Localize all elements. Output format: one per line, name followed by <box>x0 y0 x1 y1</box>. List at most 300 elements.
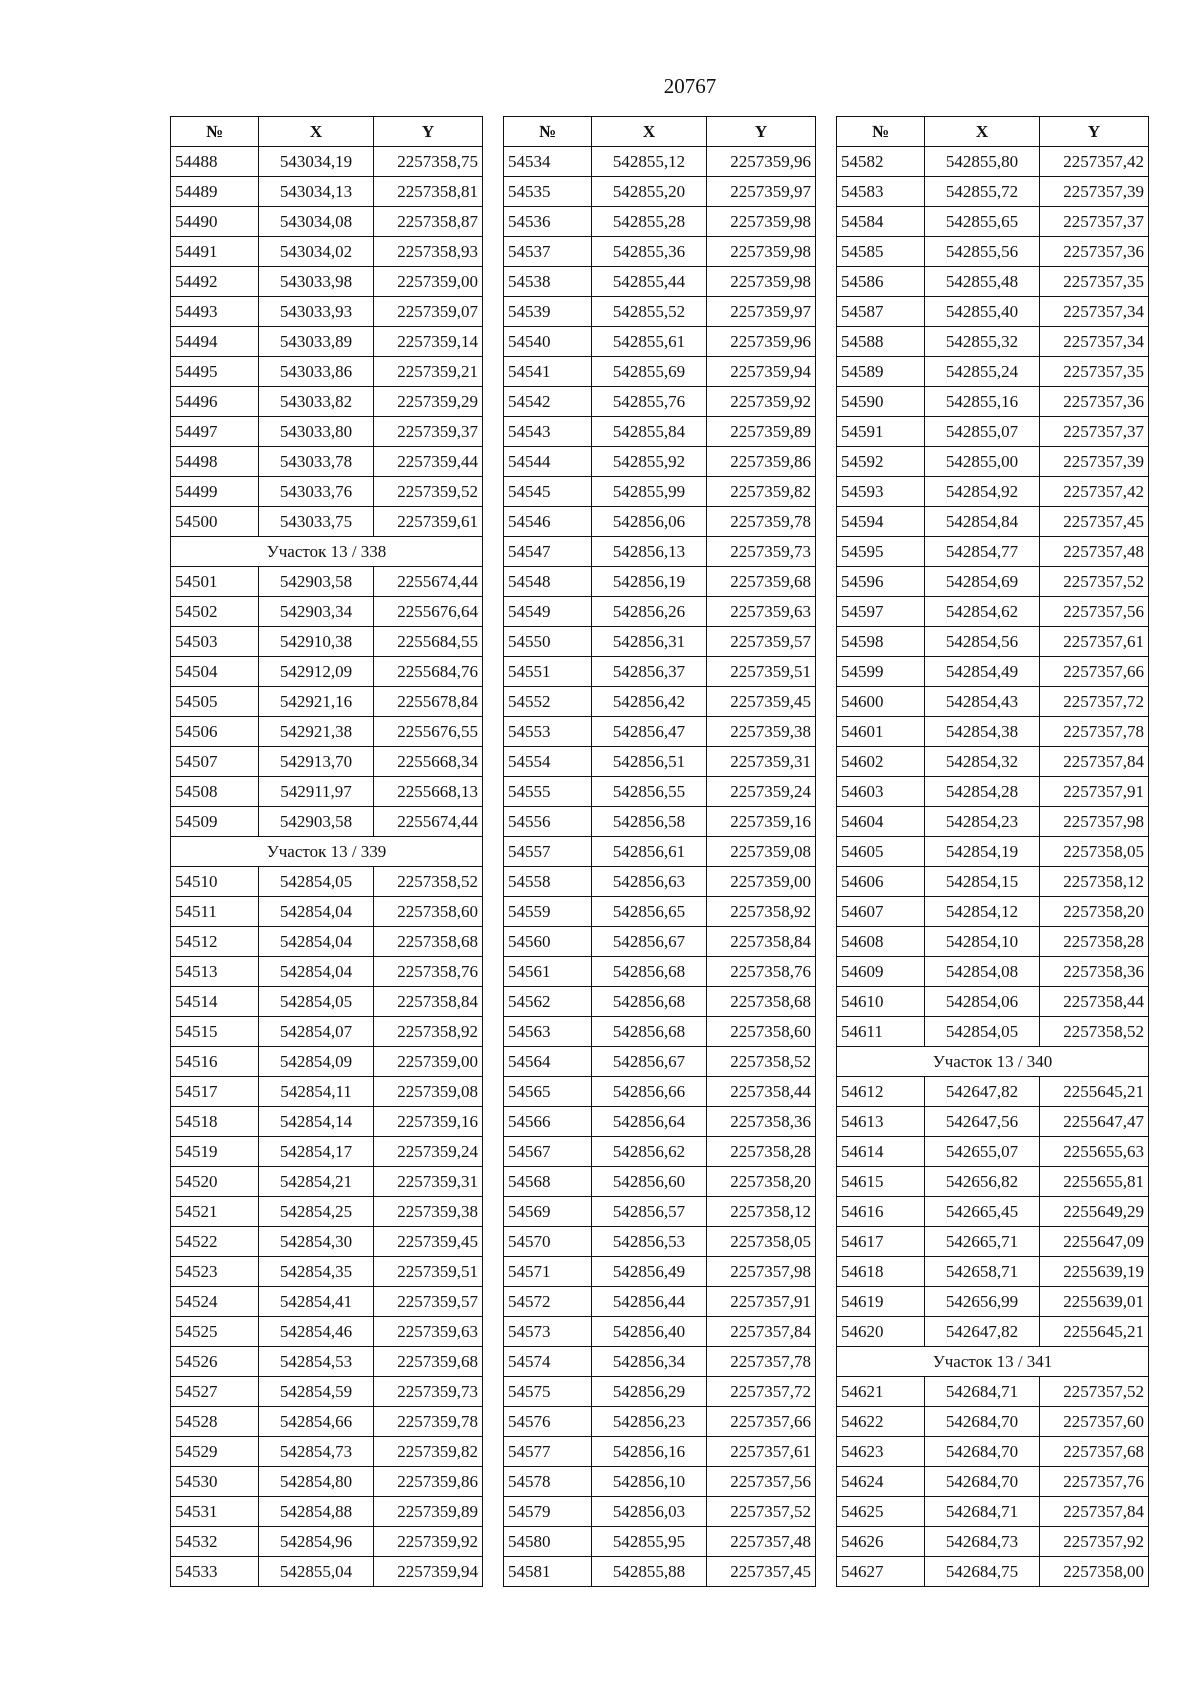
point-number-cell: 54537 <box>504 237 592 267</box>
y-coordinate-cell: 2257358,28 <box>707 1137 816 1167</box>
point-number-cell: 54518 <box>171 1107 259 1137</box>
x-coordinate-cell: 542854,41 <box>259 1287 374 1317</box>
section-title: Участок 13 / 338 <box>171 537 483 567</box>
x-coordinate-cell: 542854,77 <box>925 537 1040 567</box>
x-coordinate-cell: 542854,07 <box>259 1017 374 1047</box>
y-coordinate-cell: 2257357,72 <box>1040 687 1149 717</box>
y-coordinate-cell: 2257359,16 <box>707 807 816 837</box>
y-coordinate-cell: 2257359,51 <box>374 1257 483 1287</box>
x-coordinate-cell: 542856,53 <box>592 1227 707 1257</box>
point-number-cell: 54541 <box>504 357 592 387</box>
point-number-cell: 54535 <box>504 177 592 207</box>
table-row <box>837 747 1149 777</box>
x-coordinate-cell: 542855,76 <box>592 387 707 417</box>
point-number-cell: 54528 <box>171 1407 259 1437</box>
header-number: № <box>504 117 592 147</box>
x-coordinate-cell: 542854,04 <box>259 897 374 927</box>
table-row <box>504 807 816 837</box>
y-coordinate-cell: 2257359,44 <box>374 447 483 477</box>
table-row <box>504 777 816 807</box>
table-row <box>504 1107 816 1137</box>
point-number-cell: 54543 <box>504 417 592 447</box>
table-row <box>837 1377 1149 1407</box>
table-row <box>171 297 483 327</box>
table-row <box>837 327 1149 357</box>
y-coordinate-cell: 2255674,44 <box>374 807 483 837</box>
point-number-cell: 54502 <box>171 597 259 627</box>
y-coordinate-cell: 2257359,31 <box>707 747 816 777</box>
y-coordinate-cell: 2257359,00 <box>374 1047 483 1077</box>
point-number-cell: 54593 <box>837 477 925 507</box>
y-coordinate-cell: 2257359,73 <box>707 537 816 567</box>
y-coordinate-cell: 2257357,34 <box>1040 327 1149 357</box>
y-coordinate-cell: 2257359,08 <box>707 837 816 867</box>
point-number-cell: 54625 <box>837 1497 925 1527</box>
table-row <box>171 1527 483 1557</box>
point-number-cell: 54613 <box>837 1107 925 1137</box>
point-number-cell: 54559 <box>504 897 592 927</box>
table-row <box>504 1167 816 1197</box>
y-coordinate-cell: 2257357,98 <box>1040 807 1149 837</box>
x-coordinate-cell: 542856,68 <box>592 987 707 1017</box>
table-row <box>171 777 483 807</box>
x-coordinate-cell: 542856,57 <box>592 1197 707 1227</box>
x-coordinate-cell: 542684,71 <box>925 1377 1040 1407</box>
y-coordinate-cell: 2257357,72 <box>707 1377 816 1407</box>
table-row <box>504 717 816 747</box>
y-coordinate-cell: 2257358,76 <box>374 957 483 987</box>
y-coordinate-cell: 2255668,34 <box>374 747 483 777</box>
table-row <box>504 1557 816 1587</box>
y-coordinate-cell: 2257359,24 <box>374 1137 483 1167</box>
table-row <box>171 357 483 387</box>
y-coordinate-cell: 2257357,78 <box>707 1347 816 1377</box>
point-number-cell: 54590 <box>837 387 925 417</box>
x-coordinate-cell: 542855,69 <box>592 357 707 387</box>
point-number-cell: 54621 <box>837 1377 925 1407</box>
y-coordinate-cell: 2257359,86 <box>374 1467 483 1497</box>
y-coordinate-cell: 2255647,47 <box>1040 1107 1149 1137</box>
table-row <box>504 417 816 447</box>
y-coordinate-cell: 2257359,51 <box>707 657 816 687</box>
point-number-cell: 54551 <box>504 657 592 687</box>
point-number-cell: 54599 <box>837 657 925 687</box>
y-coordinate-cell: 2257359,63 <box>707 597 816 627</box>
table-row <box>171 1497 483 1527</box>
x-coordinate-cell: 542684,73 <box>925 1527 1040 1557</box>
x-coordinate-cell: 542854,05 <box>925 1017 1040 1047</box>
x-coordinate-cell: 542658,71 <box>925 1257 1040 1287</box>
y-coordinate-cell: 2257359,57 <box>707 627 816 657</box>
table-row <box>171 807 483 837</box>
y-coordinate-cell: 2257357,60 <box>1040 1407 1149 1437</box>
y-coordinate-cell: 2257359,89 <box>374 1497 483 1527</box>
table-row <box>837 267 1149 297</box>
x-coordinate-cell: 542854,14 <box>259 1107 374 1137</box>
y-coordinate-cell: 2257357,76 <box>1040 1467 1149 1497</box>
y-coordinate-cell: 2255668,13 <box>374 777 483 807</box>
y-coordinate-cell: 2257359,97 <box>707 297 816 327</box>
section-title: Участок 13 / 339 <box>171 837 483 867</box>
table-row <box>504 327 816 357</box>
x-coordinate-cell: 542854,53 <box>259 1347 374 1377</box>
section-row <box>171 537 483 567</box>
table-row <box>837 897 1149 927</box>
y-coordinate-cell: 2257357,36 <box>1040 237 1149 267</box>
y-coordinate-cell: 2257359,94 <box>374 1557 483 1587</box>
header-number: № <box>171 117 259 147</box>
point-number-cell: 54604 <box>837 807 925 837</box>
x-coordinate-cell: 542684,70 <box>925 1407 1040 1437</box>
x-coordinate-cell: 542855,24 <box>925 357 1040 387</box>
table-row <box>837 1497 1149 1527</box>
x-coordinate-cell: 542910,38 <box>259 627 374 657</box>
table-row <box>504 867 816 897</box>
point-number-cell: 54490 <box>171 207 259 237</box>
x-coordinate-cell: 543033,80 <box>259 417 374 447</box>
point-number-cell: 54576 <box>504 1407 592 1437</box>
table-row <box>171 237 483 267</box>
y-coordinate-cell: 2255645,21 <box>1040 1077 1149 1107</box>
y-coordinate-cell: 2257357,36 <box>1040 387 1149 417</box>
point-number-cell: 54512 <box>171 927 259 957</box>
table-row <box>837 597 1149 627</box>
x-coordinate-cell: 542856,66 <box>592 1077 707 1107</box>
point-number-cell: 54582 <box>837 147 925 177</box>
y-coordinate-cell: 2257358,05 <box>1040 837 1149 867</box>
page-number: 20767 <box>663 74 717 98</box>
point-number-cell: 54609 <box>837 957 925 987</box>
x-coordinate-cell: 542855,00 <box>925 447 1040 477</box>
header-x: X <box>592 117 707 147</box>
table-row <box>504 1437 816 1467</box>
point-number-cell: 54579 <box>504 1497 592 1527</box>
point-number-cell: 54526 <box>171 1347 259 1377</box>
point-number-cell: 54619 <box>837 1287 925 1317</box>
table-row <box>171 327 483 357</box>
point-number-cell: 54587 <box>837 297 925 327</box>
x-coordinate-cell: 542854,38 <box>925 717 1040 747</box>
y-coordinate-cell: 2255639,19 <box>1040 1257 1149 1287</box>
x-coordinate-cell: 542855,72 <box>925 177 1040 207</box>
y-coordinate-cell: 2257359,92 <box>374 1527 483 1557</box>
point-number-cell: 54556 <box>504 807 592 837</box>
y-coordinate-cell: 2257359,38 <box>374 1197 483 1227</box>
point-number-cell: 54610 <box>837 987 925 1017</box>
y-coordinate-cell: 2257358,84 <box>707 927 816 957</box>
point-number-cell: 54626 <box>837 1527 925 1557</box>
table-row <box>504 687 816 717</box>
x-coordinate-cell: 542854,35 <box>259 1257 374 1287</box>
y-coordinate-cell: 2257359,24 <box>707 777 816 807</box>
table-row <box>171 147 483 177</box>
x-coordinate-cell: 542856,13 <box>592 537 707 567</box>
x-coordinate-cell: 542856,03 <box>592 1497 707 1527</box>
point-number-cell: 54507 <box>171 747 259 777</box>
x-coordinate-cell: 542854,69 <box>925 567 1040 597</box>
y-coordinate-cell: 2257359,63 <box>374 1317 483 1347</box>
table-row <box>171 1557 483 1587</box>
table-row <box>837 957 1149 987</box>
x-coordinate-cell: 542856,37 <box>592 657 707 687</box>
x-coordinate-cell: 542903,58 <box>259 807 374 837</box>
point-number-cell: 54497 <box>171 417 259 447</box>
table-row <box>504 987 816 1017</box>
x-coordinate-cell: 542855,84 <box>592 417 707 447</box>
table-row <box>504 837 816 867</box>
y-coordinate-cell: 2257357,39 <box>1040 447 1149 477</box>
table-row <box>837 657 1149 687</box>
point-number-cell: 54540 <box>504 327 592 357</box>
x-coordinate-cell: 542856,55 <box>592 777 707 807</box>
y-coordinate-cell: 2257359,52 <box>374 477 483 507</box>
y-coordinate-cell: 2257358,44 <box>1040 987 1149 1017</box>
y-coordinate-cell: 2257359,61 <box>374 507 483 537</box>
y-coordinate-cell: 2257359,37 <box>374 417 483 447</box>
x-coordinate-cell: 542854,17 <box>259 1137 374 1167</box>
point-number-cell: 54616 <box>837 1197 925 1227</box>
table-row <box>504 627 816 657</box>
y-coordinate-cell: 2257358,93 <box>374 237 483 267</box>
point-number-cell: 54491 <box>171 237 259 267</box>
x-coordinate-cell: 542854,23 <box>925 807 1040 837</box>
y-coordinate-cell: 2255674,44 <box>374 567 483 597</box>
table-row <box>504 1317 816 1347</box>
point-number-cell: 54565 <box>504 1077 592 1107</box>
point-number-cell: 54503 <box>171 627 259 657</box>
point-number-cell: 54567 <box>504 1137 592 1167</box>
y-coordinate-cell: 2255684,55 <box>374 627 483 657</box>
y-coordinate-cell: 2257358,00 <box>1040 1557 1149 1587</box>
y-coordinate-cell: 2257357,66 <box>1040 657 1149 687</box>
table-row <box>504 297 816 327</box>
y-coordinate-cell: 2257357,78 <box>1040 717 1149 747</box>
y-coordinate-cell: 2257358,60 <box>707 1017 816 1047</box>
y-coordinate-cell: 2257358,75 <box>374 147 483 177</box>
y-coordinate-cell: 2257359,14 <box>374 327 483 357</box>
y-coordinate-cell: 2255655,81 <box>1040 1167 1149 1197</box>
point-number-cell: 54577 <box>504 1437 592 1467</box>
table-row <box>504 1287 816 1317</box>
point-number-cell: 54501 <box>171 567 259 597</box>
y-coordinate-cell: 2257358,84 <box>374 987 483 1017</box>
table-row <box>171 207 483 237</box>
x-coordinate-cell: 542855,04 <box>259 1557 374 1587</box>
x-coordinate-cell: 542854,05 <box>259 987 374 1017</box>
x-coordinate-cell: 542854,73 <box>259 1437 374 1467</box>
point-number-cell: 54561 <box>504 957 592 987</box>
table-row <box>837 927 1149 957</box>
x-coordinate-cell: 542855,07 <box>925 417 1040 447</box>
y-coordinate-cell: 2257359,98 <box>707 237 816 267</box>
y-coordinate-cell: 2257359,38 <box>707 717 816 747</box>
y-coordinate-cell: 2257358,44 <box>707 1077 816 1107</box>
table-row <box>837 537 1149 567</box>
x-coordinate-cell: 542854,30 <box>259 1227 374 1257</box>
x-coordinate-cell: 542855,99 <box>592 477 707 507</box>
y-coordinate-cell: 2255649,29 <box>1040 1197 1149 1227</box>
point-number-cell: 54564 <box>504 1047 592 1077</box>
y-coordinate-cell: 2257359,45 <box>707 687 816 717</box>
table-row <box>837 357 1149 387</box>
point-number-cell: 54545 <box>504 477 592 507</box>
table-row <box>837 1137 1149 1167</box>
x-coordinate-cell: 542854,10 <box>925 927 1040 957</box>
table-row <box>837 687 1149 717</box>
point-number-cell: 54585 <box>837 237 925 267</box>
y-coordinate-cell: 2257359,82 <box>374 1437 483 1467</box>
x-coordinate-cell: 542854,62 <box>925 597 1040 627</box>
point-number-cell: 54516 <box>171 1047 259 1077</box>
y-coordinate-cell: 2257358,20 <box>707 1167 816 1197</box>
y-coordinate-cell: 2257359,07 <box>374 297 483 327</box>
point-number-cell: 54493 <box>171 297 259 327</box>
table-row <box>171 987 483 1017</box>
y-coordinate-cell: 2255684,76 <box>374 657 483 687</box>
header-y: Y <box>1040 117 1149 147</box>
x-coordinate-cell: 542911,97 <box>259 777 374 807</box>
x-coordinate-cell: 542854,66 <box>259 1407 374 1437</box>
y-coordinate-cell: 2257359,98 <box>707 207 816 237</box>
x-coordinate-cell: 542855,20 <box>592 177 707 207</box>
table-row <box>837 147 1149 177</box>
point-number-cell: 54624 <box>837 1467 925 1497</box>
point-number-cell: 54605 <box>837 837 925 867</box>
point-number-cell: 54595 <box>837 537 925 567</box>
table-row <box>504 1497 816 1527</box>
x-coordinate-cell: 542856,68 <box>592 957 707 987</box>
table-row <box>171 747 483 777</box>
x-coordinate-cell: 542856,65 <box>592 897 707 927</box>
x-coordinate-cell: 543033,93 <box>259 297 374 327</box>
x-coordinate-cell: 542856,44 <box>592 1287 707 1317</box>
y-coordinate-cell: 2257359,89 <box>707 417 816 447</box>
section-row <box>837 1047 1149 1077</box>
x-coordinate-cell: 542856,68 <box>592 1017 707 1047</box>
y-coordinate-cell: 2257357,84 <box>1040 747 1149 777</box>
point-number-cell: 54622 <box>837 1407 925 1437</box>
point-number-cell: 54598 <box>837 627 925 657</box>
point-number-cell: 54489 <box>171 177 259 207</box>
table-row <box>504 267 816 297</box>
point-number-cell: 54589 <box>837 357 925 387</box>
point-number-cell: 54531 <box>171 1497 259 1527</box>
coordinate-table-middle <box>503 116 816 1587</box>
point-number-cell: 54578 <box>504 1467 592 1497</box>
table-row <box>837 1017 1149 1047</box>
x-coordinate-cell: 542684,70 <box>925 1467 1040 1497</box>
point-number-cell: 54549 <box>504 597 592 627</box>
y-coordinate-cell: 2257358,36 <box>1040 957 1149 987</box>
table-row <box>171 1257 483 1287</box>
x-coordinate-cell: 542856,29 <box>592 1377 707 1407</box>
table-row <box>171 1167 483 1197</box>
y-coordinate-cell: 2257359,45 <box>374 1227 483 1257</box>
x-coordinate-cell: 542854,56 <box>925 627 1040 657</box>
y-coordinate-cell: 2257359,86 <box>707 447 816 477</box>
point-number-cell: 54618 <box>837 1257 925 1287</box>
x-coordinate-cell: 543034,02 <box>259 237 374 267</box>
x-coordinate-cell: 542856,61 <box>592 837 707 867</box>
y-coordinate-cell: 2257357,52 <box>1040 567 1149 597</box>
x-coordinate-cell: 542856,58 <box>592 807 707 837</box>
x-coordinate-cell: 543033,86 <box>259 357 374 387</box>
y-coordinate-cell: 2257358,20 <box>1040 897 1149 927</box>
y-coordinate-cell: 2257357,48 <box>707 1527 816 1557</box>
y-coordinate-cell: 2257357,68 <box>1040 1437 1149 1467</box>
table-row <box>504 1347 816 1377</box>
x-coordinate-cell: 542855,48 <box>925 267 1040 297</box>
table-row <box>171 1467 483 1497</box>
point-number-cell: 54596 <box>837 567 925 597</box>
point-number-cell: 54530 <box>171 1467 259 1497</box>
point-number-cell: 54554 <box>504 747 592 777</box>
point-number-cell: 54560 <box>504 927 592 957</box>
x-coordinate-cell: 542854,59 <box>259 1377 374 1407</box>
y-coordinate-cell: 2257357,42 <box>1040 477 1149 507</box>
table-row <box>504 1197 816 1227</box>
y-coordinate-cell: 2257357,45 <box>707 1557 816 1587</box>
point-number-cell: 54584 <box>837 207 925 237</box>
x-coordinate-cell: 542856,26 <box>592 597 707 627</box>
table-row <box>504 147 816 177</box>
x-coordinate-cell: 542854,12 <box>925 897 1040 927</box>
point-number-cell: 54505 <box>171 687 259 717</box>
x-coordinate-cell: 542854,11 <box>259 1077 374 1107</box>
y-coordinate-cell: 2257357,39 <box>1040 177 1149 207</box>
y-coordinate-cell: 2257359,78 <box>707 507 816 537</box>
point-number-cell: 54514 <box>171 987 259 1017</box>
table-row <box>171 957 483 987</box>
table-row <box>504 1377 816 1407</box>
point-number-cell: 54517 <box>171 1077 259 1107</box>
y-coordinate-cell: 2257358,12 <box>707 1197 816 1227</box>
point-number-cell: 54547 <box>504 537 592 567</box>
x-coordinate-cell: 542854,21 <box>259 1167 374 1197</box>
y-coordinate-cell: 2257358,36 <box>707 1107 816 1137</box>
table-row <box>171 597 483 627</box>
point-number-cell: 54529 <box>171 1437 259 1467</box>
y-coordinate-cell: 2257357,61 <box>1040 627 1149 657</box>
x-coordinate-cell: 542647,82 <box>925 1077 1040 1107</box>
y-coordinate-cell: 2255645,21 <box>1040 1317 1149 1347</box>
y-coordinate-cell: 2257357,52 <box>1040 1377 1149 1407</box>
x-coordinate-cell: 542854,09 <box>259 1047 374 1077</box>
point-number-cell: 54510 <box>171 867 259 897</box>
table-row <box>837 1287 1149 1317</box>
table-row <box>837 627 1149 657</box>
table-row <box>837 1557 1149 1587</box>
table-row <box>837 1257 1149 1287</box>
table-row <box>171 1437 483 1467</box>
point-number-cell: 54594 <box>837 507 925 537</box>
y-coordinate-cell: 2257357,56 <box>1040 597 1149 627</box>
point-number-cell: 54513 <box>171 957 259 987</box>
table-row <box>171 1137 483 1167</box>
point-number-cell: 54557 <box>504 837 592 867</box>
x-coordinate-cell: 543033,76 <box>259 477 374 507</box>
x-coordinate-cell: 542855,12 <box>592 147 707 177</box>
y-coordinate-cell: 2257358,68 <box>374 927 483 957</box>
table-row <box>171 1287 483 1317</box>
x-coordinate-cell: 542655,07 <box>925 1137 1040 1167</box>
table-row <box>171 657 483 687</box>
point-number-cell: 54606 <box>837 867 925 897</box>
point-number-cell: 54588 <box>837 327 925 357</box>
point-number-cell: 54574 <box>504 1347 592 1377</box>
point-number-cell: 54555 <box>504 777 592 807</box>
point-number-cell: 54523 <box>171 1257 259 1287</box>
